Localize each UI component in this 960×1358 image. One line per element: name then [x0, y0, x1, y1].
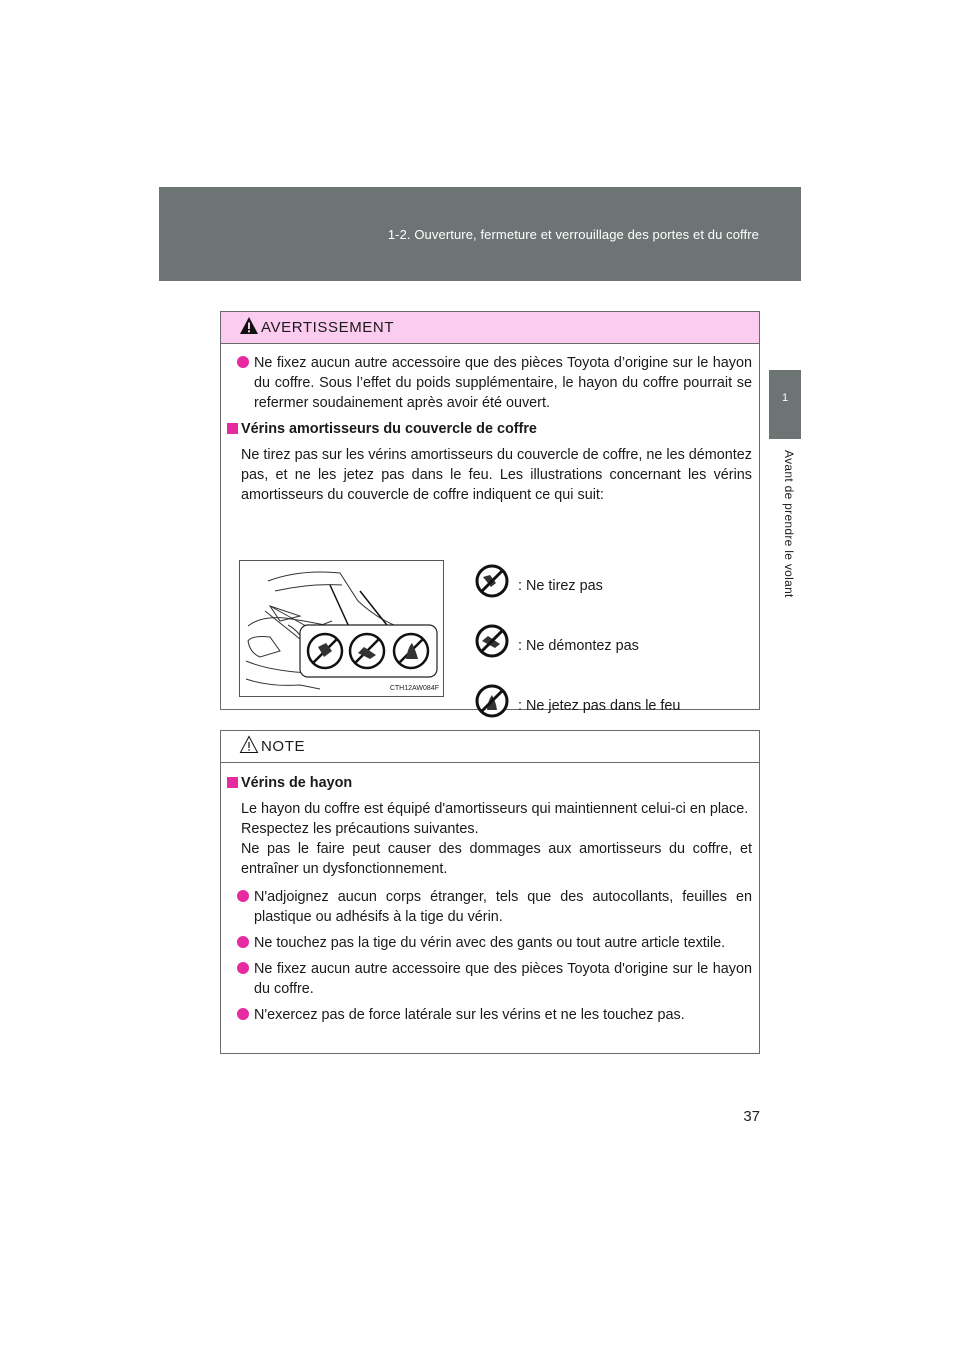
list-item: [227, 933, 752, 953]
note-line: Le hayon du coffre est équipé d'amortisseurs qui maintiennent celui-ci en place.: [241, 801, 749, 817]
note-line: Respectez les précautions suivantes.: [241, 821, 479, 837]
warning-bullet-text: Ne fixez aucun autre accessoire que des pièces Toyota d’origine sur le hayon du coffre. Sous l’effet du poids supplémentaire, le hayon du coffre pourrait se refermer soudainement après avoir été ouvert.: [254, 355, 752, 411]
chapter-number: 1: [781, 392, 789, 404]
legend-text: : Ne démontez pas: [518, 638, 639, 654]
note-bullet-text: N'adjoignez aucun corps étranger, tels que des autocollants, feuilles en plastique ou adhésifs à la tige du vérin.: [254, 889, 752, 925]
list-item: [227, 959, 752, 999]
bullet-icon: [237, 890, 249, 902]
note-bullet-text: N'exercez pas de force latérale sur les vérins et ne les touchez pas.: [254, 1007, 685, 1023]
strut-illustration: [239, 560, 444, 697]
chapter-header: [159, 187, 801, 281]
note-paragraph: [227, 799, 752, 879]
no-pulling-icon: [474, 563, 510, 599]
note-body: [221, 773, 759, 1025]
chapter-side-label: Avant de prendre le volant: [782, 450, 796, 598]
legend-text: : Ne jetez pas dans le feu: [518, 698, 681, 714]
note-bullet-text: Ne touchez pas la tige du vérin avec des gants ou tout autre article textile.: [254, 935, 726, 951]
warning-section-text: Ne tirez pas sur les vérins amortisseurs du couvercle de coffre, ne les démontez pas, et ne les jetez pas dans le feu. Les illustrations concernant les vérins amortisseurs du couvercle de coffre indiquent ce qui suit:: [241, 447, 752, 503]
chapter-tab: [769, 370, 801, 439]
bullet-icon: [237, 356, 249, 368]
page-number: 37: [743, 1108, 760, 1125]
note-header: [221, 731, 759, 763]
warning-title: AVERTISSEMENT: [261, 319, 395, 336]
list-item: [227, 1005, 752, 1025]
section-heading: [227, 773, 752, 793]
section-title: Vérins amortisseurs du couvercle de coffre: [241, 421, 537, 437]
caution-triangle-icon: [239, 735, 259, 755]
car-trunk-illustration: [240, 561, 443, 696]
legend-text: : Ne tirez pas: [518, 578, 603, 594]
no-disassembly-icon: [474, 623, 510, 659]
list-item: [227, 353, 752, 413]
note-line: Ne pas le faire peut causer des dommages aux amortisseurs du coffre, et entraîner un dysfonctionnement.: [241, 841, 752, 877]
bullet-icon: [237, 1008, 249, 1020]
bullet-icon: [237, 936, 249, 948]
bullet-icon: [237, 962, 249, 974]
chapter-title: 1-2. Ouverture, fermeture et verrouillage des portes et du coffre: [387, 227, 759, 242]
figure-code: CTH12AW084F: [389, 685, 439, 692]
section-heading: [227, 419, 752, 439]
warning-box: [220, 311, 760, 714]
warning-body: [221, 353, 759, 714]
note-box: [220, 730, 760, 1054]
note-title: NOTE: [261, 738, 306, 755]
note-bullet-text: Ne fixez aucun autre accessoire que des pièces Toyota d'origine sur le hayon du coffre.: [254, 961, 752, 997]
square-bullet-icon: [227, 777, 238, 788]
square-bullet-icon: [227, 423, 238, 434]
no-fire-icon: [474, 683, 510, 719]
list-item: [227, 887, 752, 927]
section-title: Vérins de hayon: [241, 775, 353, 791]
warning-header: [221, 312, 759, 344]
warning-triangle-icon: [239, 316, 259, 336]
